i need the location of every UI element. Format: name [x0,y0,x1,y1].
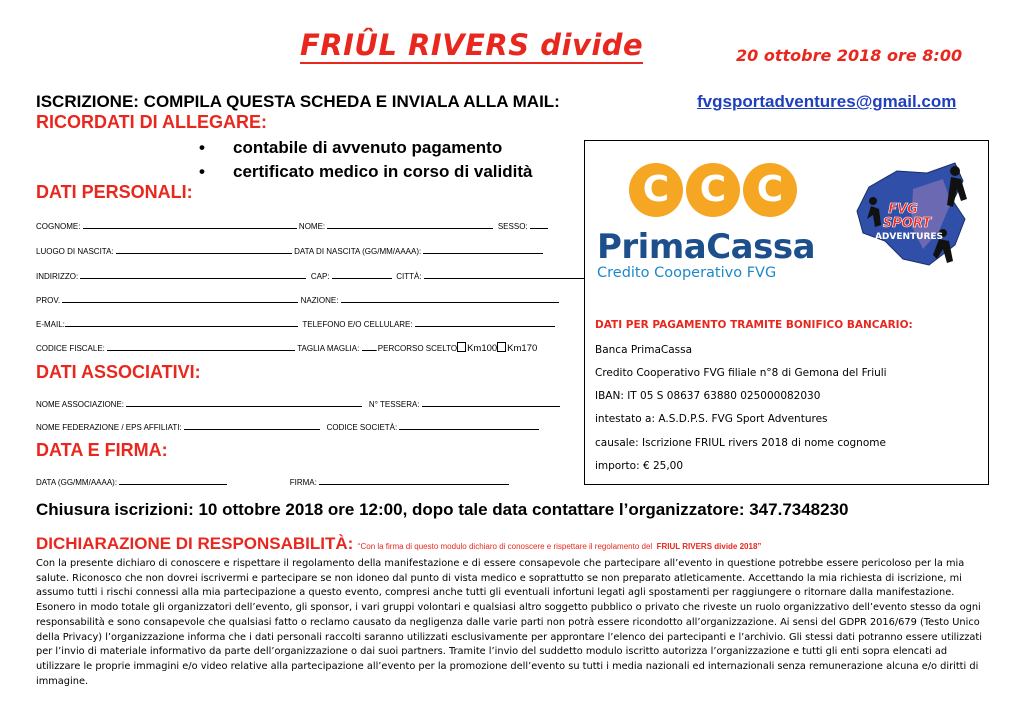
federazione-field[interactable] [184,421,320,430]
association-heading: DATI ASSOCIATIVI: [36,362,201,382]
reminder-item: • contabile di avvenuto pagamento [199,138,503,157]
closing-notice: Chiusura iscrizioni: 10 ottobre 2018 ore 12:00, dopo tale data contattare l’organizzatore: 347.7348230 [36,500,849,519]
bank-logo-sub: Credito Cooperativo FVG [597,265,777,281]
declaration-header [36,534,761,554]
page-title: FRIÛL RIVERS divide [300,28,644,62]
logo-map-line3: ADVENTURES [874,232,944,242]
tessera-field[interactable] [422,398,560,407]
reminder-heading: RICORDATI DI ALLEGARE: [36,112,267,132]
bullet-icon: • [199,162,205,181]
form-row-country: PROV. NAZIONE: [36,294,559,305]
telefono-field[interactable] [415,318,555,327]
ccc-circle: C [629,163,683,217]
prov-field[interactable] [62,294,298,303]
codice-fiscale-field[interactable] [107,342,295,351]
km170-checkbox[interactable] [497,342,506,352]
logo-map-line1: FVG [888,202,918,217]
cognome-field[interactable] [83,220,297,229]
email-link[interactable]: fvgsportadventures@gmail.com [697,92,957,111]
cap-field[interactable] [332,270,392,279]
bank-logo-name: PrimaCassa [597,227,816,267]
declaration-text: Con la presente dichiaro di conoscere e rispettare il regolamento della manifestazione e di essere consapevole che partecipare all’evento in questione potrebbe essere pericoloso per la mia salute. Riconosco che non dovrei iscrivermi e partecipare se non idoneo dal punto di vista medico e soprattutto se non preparato atleticamente. Accettando la mia richiesta di iscrizione, mi assumo tutti i rischi connessi alla mia partecipazione a questo evento, compresi anche tutti gli eventuali infortuni legati agli spostamenti per raggiungere o ritornare dalla manifestazione. Esonero in modo totale gli organizzatori dell’evento, gli sponsor, i vari gruppi volontari e qualsiasi altro soggetto pubblico o privato che riveste un ruolo organizzativo dell’evento stesso da ogni responsabilità e sono consapevole che qualsiasi fatto o reclamo causato da negligenza dalle varie parti non potrà essere ricondotto all’organizzazione. Ai sensi del GDPR 2016/679 (Testo Unico della Privacy) l’organizzazione informa che i dati personali raccolti saranno utilizzati esclusivamente per approntare l’elenco dei partecipanti e l’archivio. Gli stessi dati potranno essere utilizzati per l’invio di materiale informativo da parte dell’organizzazione o dai suoi partners. Tramite l’invio del suddetto modulo iscritto autorizza l’organizzazione e tutti gli enti sopra elencati ad utilizzare le proprie immagini e/o video relative alla partecipazione all’evento per la promozione dell’evento su tutti i media nazionali ed internazionali senza remunerazione alcuna e/o diritti di immagine. [36,558,982,687]
ccc-circle: C [743,163,797,217]
signature-heading: DATA E FIRMA: [36,440,168,460]
form-row-signature: DATA (GG/MM/AAAA): FIRMA: [36,476,509,487]
form-row-birth: LUOGO DI NASCITA: DATA DI NASCITA (GG/MM/AAAA): [36,245,543,256]
personal-heading: DATI PERSONALI: [36,182,193,202]
nome-field[interactable] [327,220,493,229]
reminder-item: • certificato medico in corso di validità [199,162,533,181]
ccc-circle: C [686,163,740,217]
form-row-address: INDIRIZZO: CAP: CITTÀ: [36,270,584,281]
declaration-subtitle-bold: FRIUL RIVERS divide 2018” [656,542,762,551]
declaration-subtitle: “Con la firma di questo modulo dichiaro di conoscere e rispettare il regolamento del [357,542,653,551]
payment-box [584,140,989,485]
declaration-heading: DICHIARAZIONE DI RESPONSABILITÀ: [36,534,354,553]
bullet-icon: • [199,138,205,157]
form-row-federation: NOME FEDERAZIONE / EPS AFFILIATI: CODICE SOCIETÀ: [36,421,539,432]
payment-line: Banca PrimaCassa [595,344,693,356]
form-row-assoc: NOME ASSOCIAZIONE: N° TESSERA: [36,398,560,409]
payment-line: Credito Cooperativo FVG filiale n°8 di Gemona del Friuli [595,367,887,379]
form-row-contact: E-MAIL: TELEFONO E/O CELLULARE: [36,318,555,329]
indirizzo-field[interactable] [80,270,306,279]
taglia-field[interactable] [362,342,376,351]
payment-iban: IBAN: IT 05 S 08637 63880 025000082030 [595,390,821,402]
email-field[interactable] [65,318,298,327]
firma-field[interactable] [319,476,509,485]
codice-societa-field[interactable] [399,421,539,430]
km100-checkbox[interactable] [457,342,466,352]
nazione-field[interactable] [341,294,559,303]
registration-instructions: ISCRIZIONE: COMPILA QUESTA SCHEDA E INVIALA ALLA MAIL: [36,92,560,111]
payment-line: intestato a: A.S.D.P.S. FVG Sport Adventures [595,413,828,425]
fvg-sport-adventures-logo [843,149,981,277]
nome-associazione-field[interactable] [126,398,362,407]
event-date: 20 ottobre 2018 ore 8:00 [736,46,963,65]
form-row-name: COGNOME: NOME: SESSO: [36,220,548,231]
citta-field[interactable] [424,270,584,279]
payment-title: DATI PER PAGAMENTO TRAMITE BONIFICO BANCARIO: [595,319,913,331]
luogo-nascita-field[interactable] [116,245,292,254]
payment-amount: importo: € 25,00 [595,460,684,472]
data-nascita-field[interactable] [423,245,543,254]
form-row-extra: CODICE FISCALE: TAGLIA MAGLIA: .PERCORSO SCELTO Km100 Km170 [36,343,538,354]
logo-map-line2: SPORT [882,216,932,231]
data-field[interactable] [119,476,227,485]
payment-line: causale: Iscrizione FRIUL rivers 2018 di nome cognome [595,437,886,449]
sesso-field[interactable] [530,220,548,229]
